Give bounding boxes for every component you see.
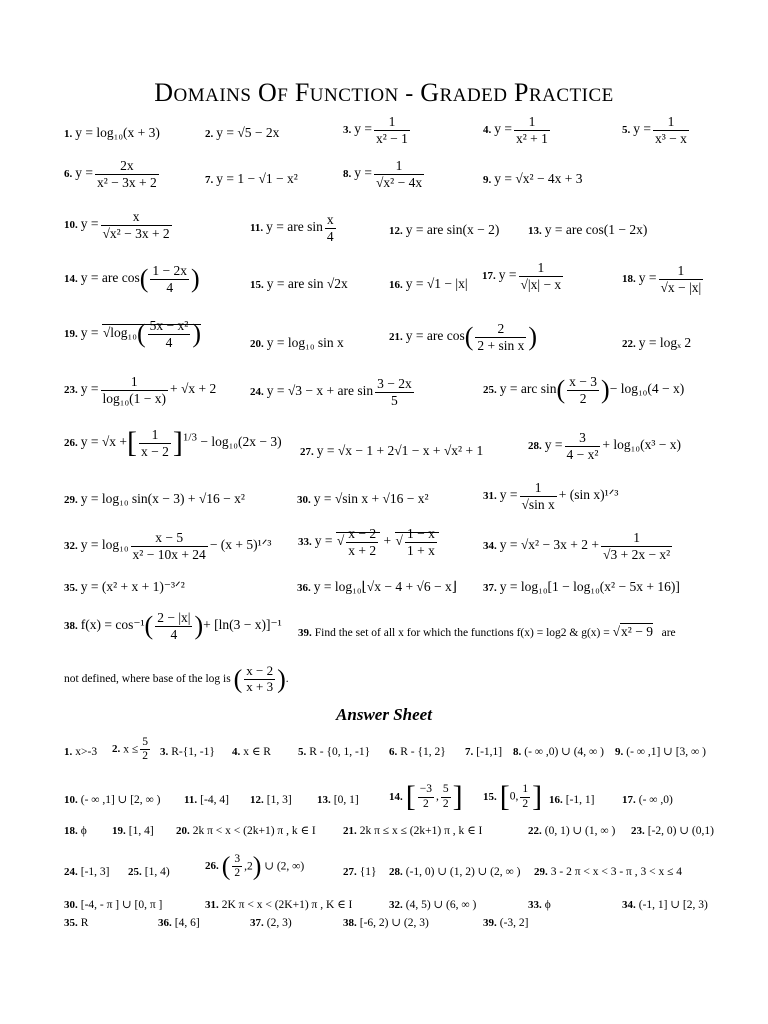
answer-20: 20. 2k π < x < (2k+1) π , k ∈ I — [176, 825, 316, 837]
problem-18: 18. y = $\frac{1}{√x - |x|}$ — [622, 263, 702, 295]
answer-31: 31. 2K π < x < (2K+1) π , K ∈ I — [205, 899, 353, 911]
answer-5: 5. R - {0, 1, -1} — [298, 746, 371, 758]
answer-10: 10. (- ∞ ,1] ∪ [2, ∞ ) — [64, 794, 161, 806]
answer-32: 32. (4, 5) ∪ (6, ∞ ) — [389, 899, 477, 911]
problem-31: 31. y = $\frac{1}{\text{√sin x}}$ + (sin x)¹ᐟ³ — [483, 480, 619, 512]
problem-21: 21. y = are cos( $\frac{2}{\text{2 + sin x}}$ ) — [389, 321, 538, 353]
problem-29: 29. y = log₁₀ sin(x − 3) + √16 − x² — [64, 491, 245, 506]
problem-24: 24. y = √3 − x + are sin $\frac{3 - 2x}{5}$ — [250, 376, 412, 408]
answer-7: 7. [-1,1] — [465, 746, 503, 758]
problem-8: 8. y = $\frac{1}{\text{√x² − 4x}}$ — [343, 158, 423, 190]
answer-3: 3. R-{1, -1} — [160, 746, 215, 758]
problem-22: 22. y = logₓ 2 — [622, 335, 692, 350]
problem-16: 16. y = √1 − |x| — [389, 276, 468, 291]
answer-13: 13. [0, 1] — [317, 794, 359, 806]
answer-16: 16. [-1, 1] — [549, 794, 595, 806]
answer-39: 39. (-3, 2] — [483, 917, 529, 929]
problem-28: 28. y = $\frac{3}{\text{4 − x²}}$ + log₁₀(x³ − x) — [528, 430, 681, 462]
problem-20: 20. y = log₁₀ sin x — [250, 335, 344, 350]
problem-17: 17. y = $\frac{1}{√|x| - x}$ — [482, 260, 562, 292]
answer-12: 12. [1, 3] — [250, 794, 292, 806]
problem-5: 5. y = $\frac{1}{\text{x³ − x}}$ — [622, 114, 687, 146]
problem-19: 19. y = √log₁₀( $\frac{\text{5x − x²}}{4}$ ) — [64, 318, 201, 350]
problem-32: 32. y = log₁₀ $\frac{x - 5}{\text{x² − 10x + 24}}$ − (x + 5)¹ᐟ³ — [64, 530, 272, 562]
problem-9: 9. y = √x² − 4x + 3 — [483, 171, 583, 186]
problem-35: 35. y = (x² + x + 1)⁻³ᐟ² — [64, 579, 185, 594]
answer-21: 21. 2k π ≤ x ≤ (2k+1) π , k ∈ I — [343, 825, 483, 837]
answer-26: 26. ( $\frac{3}{2}$ ,2) ∪ (2, ∞) — [205, 851, 305, 881]
problem-33: 33. y = √ $\frac{x - 2}{x + 2}$ + √ $\frac{1 - x}{1 + x}$ — [298, 526, 439, 558]
answer-35: 35. R — [64, 917, 89, 929]
problem-36: 36. y = log₁₀⌊√x − 4 + √6 − x⌋ — [297, 579, 457, 594]
answer-27: 27. {1} — [343, 866, 377, 878]
answer-9: 9. (- ∞ ,1] ∪ [3, ∞ ) — [615, 746, 706, 758]
answer-8: 8. (- ∞ ,0) ∪ (4, ∞ ) — [513, 746, 604, 758]
problem-38: 38. f(x) = cos⁻¹( $\frac{2 - |x|}{4}$ )+ [ln(3 − x)]⁻¹ — [64, 610, 282, 642]
problem-39: 39. Find the set of all x for which the functions f(x) = log2 & g(x) = √x² − 9 are — [298, 624, 676, 639]
problem-27: 27. y = √x − 1 + 2√1 − x + √x² + 1 — [300, 443, 484, 458]
problem-4: 4. y = $\frac{1}{\text{x² + 1}}$ — [483, 114, 548, 146]
problem-1: 1. y = log₁₀(x + 3) — [64, 125, 160, 140]
answer-sheet-heading: Answer Sheet — [336, 705, 432, 724]
problem-2: 2. y = √5 − 2x — [205, 125, 280, 140]
problem-37: 37. y = log₁₀[1 − log₁₀(x² − 5x + 16)] — [483, 579, 680, 594]
answer-37: 37. (2, 3) — [250, 917, 292, 929]
problem-39-continued: not defined, where base of the log is ( $\frac{x - 2}{x + 3}$ ). — [64, 663, 289, 694]
answer-24: 24. [-1, 3] — [64, 866, 110, 878]
problem-23: 23. y = $\frac{1}{\text{log₁₀(1 − x)}}$ + √x + 2 — [64, 374, 217, 406]
problem-12: 12. y = are sin(x − 2) — [389, 222, 500, 237]
answer-14: 14. [ $\frac{-3}{2}$ , $\frac{5}{2}$ ] — [389, 780, 463, 813]
answer-36: 36. [4, 6] — [158, 917, 200, 929]
problem-30: 30. y = √sin x + √16 − x² — [297, 491, 429, 506]
answer-34: 34. (-1, 1] ∪ [2, 3) — [622, 899, 708, 911]
problem-10: 10. y = $\frac{x}{\text{√x² − 3x + 2}}$ — [64, 209, 170, 241]
answer-15: 15. [0, $\frac{1}{2}$ ] — [483, 780, 543, 813]
page-title: DOMAINS OF FUNCTION - GRADED PRACTICE — [154, 78, 614, 107]
answer-29: 29. 3 - 2 π < x < 3 - π , 3 < x ≤ 4 — [534, 866, 683, 878]
answer-19: 19. [1, 4] — [112, 825, 154, 837]
problem-34: 34. y = √x² − 3x + 2 + $\frac{1}{\text{√3 + 2x − x²}}$ — [483, 530, 671, 562]
answer-22: 22. (0, 1) ∪ (1, ∞ ) — [528, 825, 616, 837]
answer-38: 38. [-6, 2) ∪ (2, 3) — [343, 917, 429, 929]
problem-6: 6. y = $\frac{2x}{\text{x² − 3x + 2}}$ — [64, 158, 157, 190]
problem-25: 25. y = arc sin( $\frac{x - 3}{2}$ )− log₁₀(4 − x) — [483, 374, 685, 406]
answer-33: 33. ϕ — [528, 899, 551, 911]
problem-3: 3. y = $\frac{1}{\text{x² − 1}}$ — [343, 114, 408, 146]
answer-17: 17. (- ∞ ,0) — [622, 794, 673, 806]
answer-1: 1. x>-3 — [64, 746, 98, 758]
answer-30: 30. [-4, - π ] ∪ [0, π ] — [64, 899, 163, 911]
problem-11: 11. y = are sin $\frac{x}{4}$ — [250, 212, 334, 244]
problem-14: 14. y = are cos( $\frac{1 - 2x}{4}$ ) — [64, 263, 200, 295]
problem-15: 15. y = are sin √2x — [250, 276, 348, 291]
answer-6: 6. R - {1, 2} — [389, 746, 446, 758]
answer-4: 4. x ∈ R — [232, 746, 271, 758]
answer-2: 2. x ≤ $\frac{5}{2}$ — [112, 736, 148, 763]
answer-28: 28. (-1, 0) ∪ (1, 2) ∪ (2, ∞ ) — [389, 866, 521, 878]
problem-13: 13. y = are cos(1 − 2x) — [528, 222, 648, 237]
problem-7: 7. y = 1 − √1 − x² — [205, 171, 298, 186]
answer-11: 11. [-4, 4] — [184, 794, 229, 806]
answer-18: 18. ϕ — [64, 825, 87, 837]
problem-26: 26. y = √x +[ $\frac{1}{x - 2}$ ]$^{1/3}$ − log₁₀(2x − 3) — [64, 426, 282, 460]
answer-23: 23. [-2, 0) ∪ (0,1) — [631, 825, 714, 837]
answer-25: 25. [1, 4) — [128, 866, 170, 878]
